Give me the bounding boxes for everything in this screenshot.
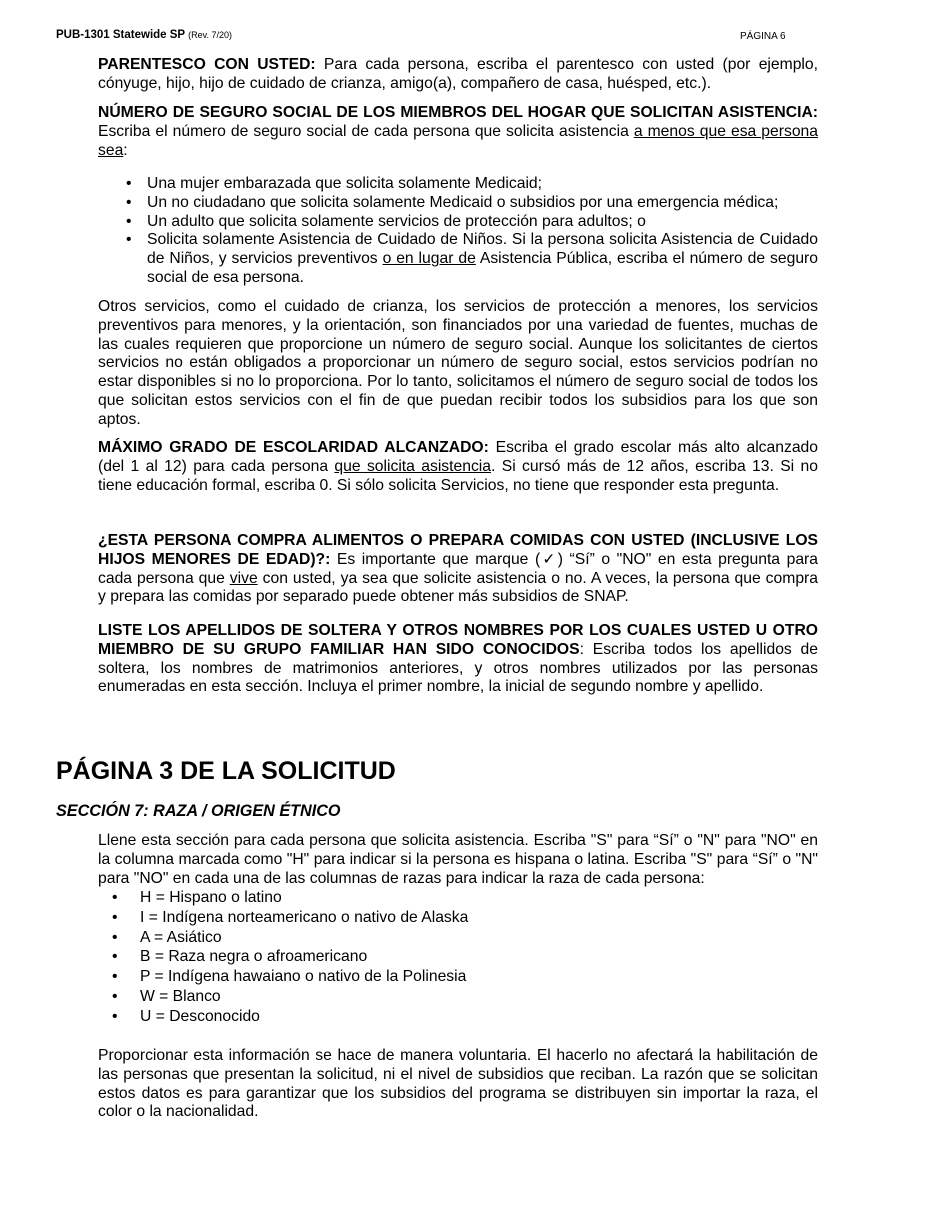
parentesco-paragraph: [98, 56, 818, 94]
list-item: • Un adulto que solicita solamente servicios de protección para adultos; o: [98, 213, 818, 232]
ssn-label: NÚMERO DE SEGURO SOCIAL DE LOS MIEMBROS DEL HOGAR QUE SOLICITAN ASISTENCIA:: [98, 104, 818, 121]
otros-servicios-paragraph: Otros servicios, como el cuidado de crianza, los servicios de protección a menores, los servicios preventivos para menores, y la orientación, son financiados por una variedad de fuentes, muchas de las cuales requieren que proporcione un número de seguro social. Aunque los solicitantes de ciertos servicios no están obligados a proporcionar un número de seguro social, estos servicios podrían no estar disponibles si no lo proporciona. Por lo tanto, solicitamos el número de seguro social de todos los que solicitan estos servicios con el fin de que puedan recibir todos los subsidios para los que son aptos.: [98, 298, 818, 428]
parentesco-text: Para cada persona, escriba el parentesco con usted (por ejemplo, cónyuge, hijo, hijo de cuidado de crianza, amigo(a), compañero de casa, huésped, etc.).: [98, 56, 818, 92]
compra-label: ¿ESTA PERSONA COMPRA ALIMENTOS O PREPARA COMIDAS CON USTED (INCLUSIVE LOS HIJOS MENORES DE EDAD)?:: [98, 532, 818, 568]
item4-underlined: o en lugar de: [382, 250, 476, 268]
list-item: • U = Desconocido: [98, 1007, 698, 1027]
ssn-exceptions-list: [98, 175, 818, 288]
compra-underlined: vive: [229, 569, 258, 587]
item4-text-a: Solicita solamente Asistencia de Cuidado de Niños. Si la persona solicita Asistencia de Cuidado de Niños, y servicios preventivos: [147, 231, 818, 268]
compra-paragraph: [98, 532, 818, 607]
section-title: SECCIÓN 7: RAZA / ORIGEN ÉTNICO: [56, 802, 341, 820]
item4-text-b: Asistencia Pública, escriba el número de seguro social de esa persona.: [147, 250, 819, 286]
parentesco-label: PARENTESCO CON USTED:: [98, 56, 316, 73]
raza-intro-paragraph: Llene esta sección para cada persona que solicita asistencia. Escriba "S" para “Sí” o "N" para "NO" en la columna marcada como "H" para indicar si la persona es hispana o latina. Escriba "S" para “Sí” o "N" para "NO" en cada una de las columnas de razas para indicar la raza de cada persona:: [98, 832, 818, 887]
list-item: • Un no ciudadano que solicita solamente Medicaid o subsidios por una emergencia médica;: [98, 194, 818, 213]
grado-paragraph: [98, 439, 818, 495]
grado-label: MÁXIMO GRADO DE ESCOLARIDAD ALCANZADO:: [98, 439, 489, 456]
race-codes-list: [98, 888, 698, 1027]
grado-underlined: que solicita asistencia: [334, 457, 492, 475]
compra-text-a: Es importante que marque (✓) “Sí” o "NO" en esta pregunta para cada persona que: [98, 550, 818, 587]
apellidos-label: LISTE LOS APELLIDOS DE SOLTERA Y OTROS NOMBRES POR LOS CUALES USTED U OTRO MIEMBRO DE SU GRUPO FAMILIAR HAN SIDO CONOCIDOS: [98, 622, 818, 658]
ssn-underlined: a menos que esa persona sea: [98, 122, 818, 159]
voluntary-paragraph: Proporcionar esta información se hace de manera voluntaria. El hacerlo no afectará la habilitación de las personas que presentan la solicitud, ni el nivel de subsidios que reciban. La razón que se solicitan estos datos es para garantizar que los subsidios del programa se distribuyen sin importar la raza, el color o la nacionalidad.: [98, 1047, 818, 1121]
list-item: • B = Raza negra o afroamericano: [98, 947, 698, 967]
form-id-header: [56, 29, 232, 41]
form-id: PUB-1301 Statewide SP: [56, 29, 185, 41]
ssn-colon: :: [123, 141, 128, 159]
ssn-text: Escriba el número de seguro social de cada persona que solicita asistencia: [98, 122, 634, 140]
list-item: • P = Indígena hawaiano o nativo de la Polinesia: [98, 967, 698, 987]
list-item: • H = Hispano o latino: [98, 888, 698, 908]
form-revision: (Rev. 7/20): [188, 30, 232, 40]
list-item: [98, 231, 818, 287]
page-number: PÁGINA 6: [740, 31, 786, 42]
list-item: • I = Indígena norteamericano o nativo de Alaska: [98, 908, 698, 928]
list-item: • A = Asiático: [98, 928, 698, 948]
compra-text-b: con usted, ya sea que solicite asistencia o no. A veces, la persona que compra y prepara las comidas por separado puede obtener más subsidios de SNAP.: [98, 569, 818, 606]
apellidos-text: : Escriba todos los apellidos de soltera, los nombres de matrimonios anteriores, y otros nombres utilizados por las personas enumeradas en esta sección. Incluya el primer nombre, la inicial de segundo nombre y apellido.: [98, 640, 818, 696]
grado-text-a: Escriba el grado escolar más alto alcanzado (del 1 al 12) para cada persona: [98, 439, 818, 475]
list-item: • Una mujer embarazada que solicita solamente Medicaid;: [98, 175, 818, 194]
apellidos-paragraph: [98, 622, 818, 697]
page-title: PÁGINA 3 DE LA SOLICITUD: [56, 757, 396, 785]
grado-text-b: . Si cursó más de 12 años, escriba 13. Si no tiene educación formal, escriba 0. Si sólo solicita Servicios, no tiene que responder esta pregunta.: [98, 457, 818, 494]
ssn-paragraph: [98, 104, 818, 160]
list-item: • W = Blanco: [98, 987, 698, 1007]
